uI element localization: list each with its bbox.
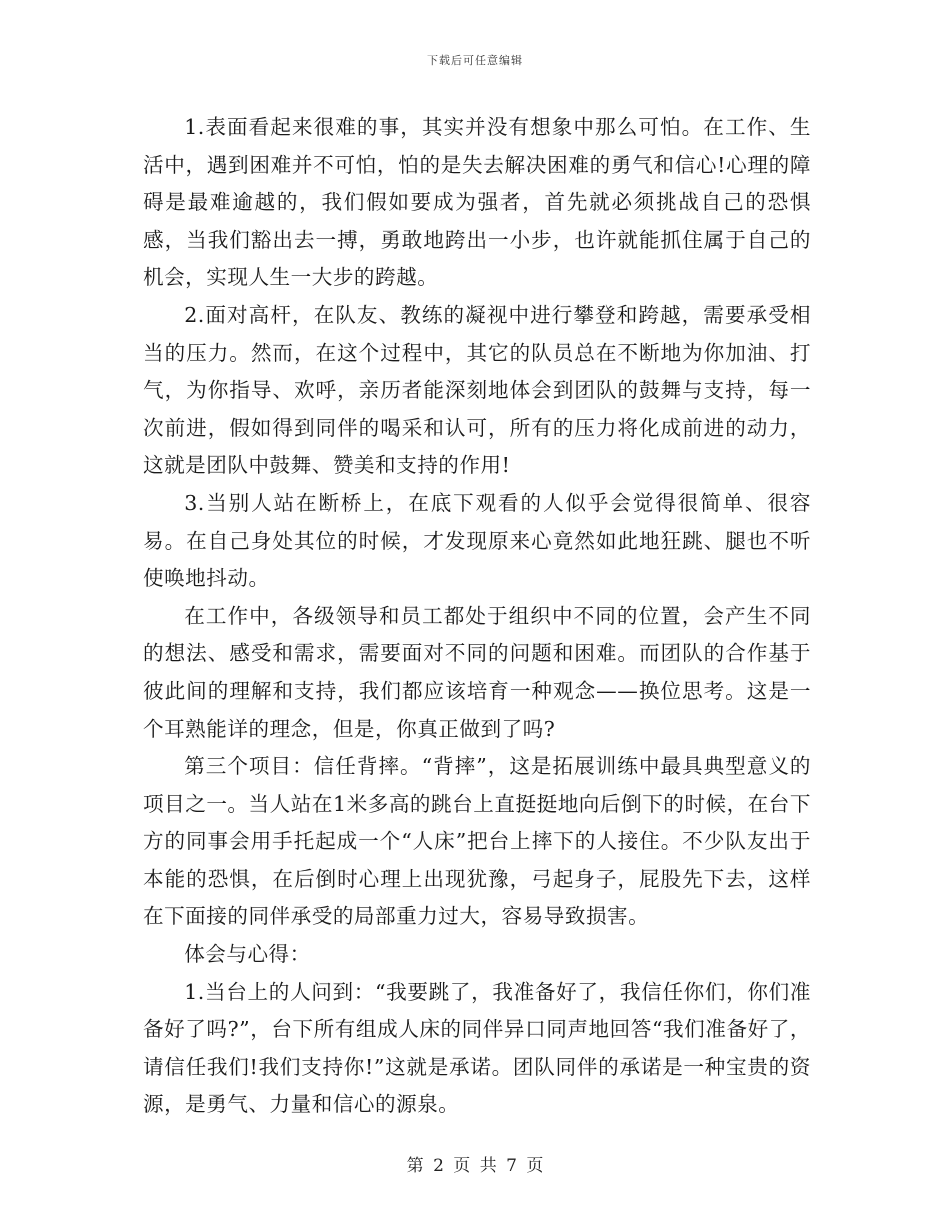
paragraph: 在工作中，各级领导和员工都处于组织中不同的位置，会产生不同的想法、感受和需求，需要面对不同的问题和困难。而团队的合作基于彼此间的理解和支持，我们都应该培育一种观念——换位思考。这是一个耳熟能详的理念，但是，你真正做到了吗? (143, 603, 811, 741)
document-body (143, 109, 811, 1124)
paragraph: 1.表面看起来很难的事，其实并没有想象中那么可怕。在工作、生活中，遇到困难并不可怕，怕的是失去解决困难的勇气和信心!心理的障碍是最难逾越的，我们假如要成为强者，首先就必须挑战自己的恐惧感，当我们豁出去一搏，勇敢地跨出一小步，也许就能抓住属于自己的机会，实现人生一大步的跨越。 (143, 115, 811, 290)
section-heading: 体会与心得： (184, 942, 311, 967)
paragraph: 2.面对高杆，在队友、教练的凝视中进行攀登和跨越，需要承受相当的压力。然而，在这个过程中，其它的队员总在不断地为你加油、打气，为你指导、欢呼，亲历者能深刻地体会到团队的鼓舞与支持，每一次前进，假如得到同伴的喝采和认可，所有的压力将化成前进的动力，这就是团队中鼓舞、赞美和支持的作用! (143, 302, 811, 478)
paragraph: 1.当台上的人问到：“我要跳了，我准备好了，我信任你们，你们准备好了吗?”，台下所有组成人床的同伴异口同声地回答“我们准备好了，请信任我们!我们支持你!”这就是承诺。团队同伴的承诺是一种宝贵的资源，是勇气、力量和信心的源泉。 (143, 979, 811, 1117)
paragraph: 3.当别人站在断桥上，在底下观看的人似乎会觉得很简单、很容易。在自己身处其位的时候，才发现原来心竟然如此地狂跳、腿也不听使唤地抖动。 (143, 490, 811, 591)
page-number: 第 2 页 共 7 页 (406, 1156, 544, 1176)
paragraph: 第三个项目：信任背摔。“背摔”，这是拓展训练中最具典型意义的项目之一。当人站在1米多高的跳台上直挺挺地向后倒下的时候，在台下方的同事会用手托起成一个“人床”把台上摔下的人接住。不少队友出于本能的恐惧，在后倒时心理上出现犹豫，弓起身子，屁股先下去，这样在下面接的同伴承受的局部重力过大，容易导致损害。 (143, 754, 811, 929)
header-note: 下载后可任意编辑 (427, 54, 523, 67)
